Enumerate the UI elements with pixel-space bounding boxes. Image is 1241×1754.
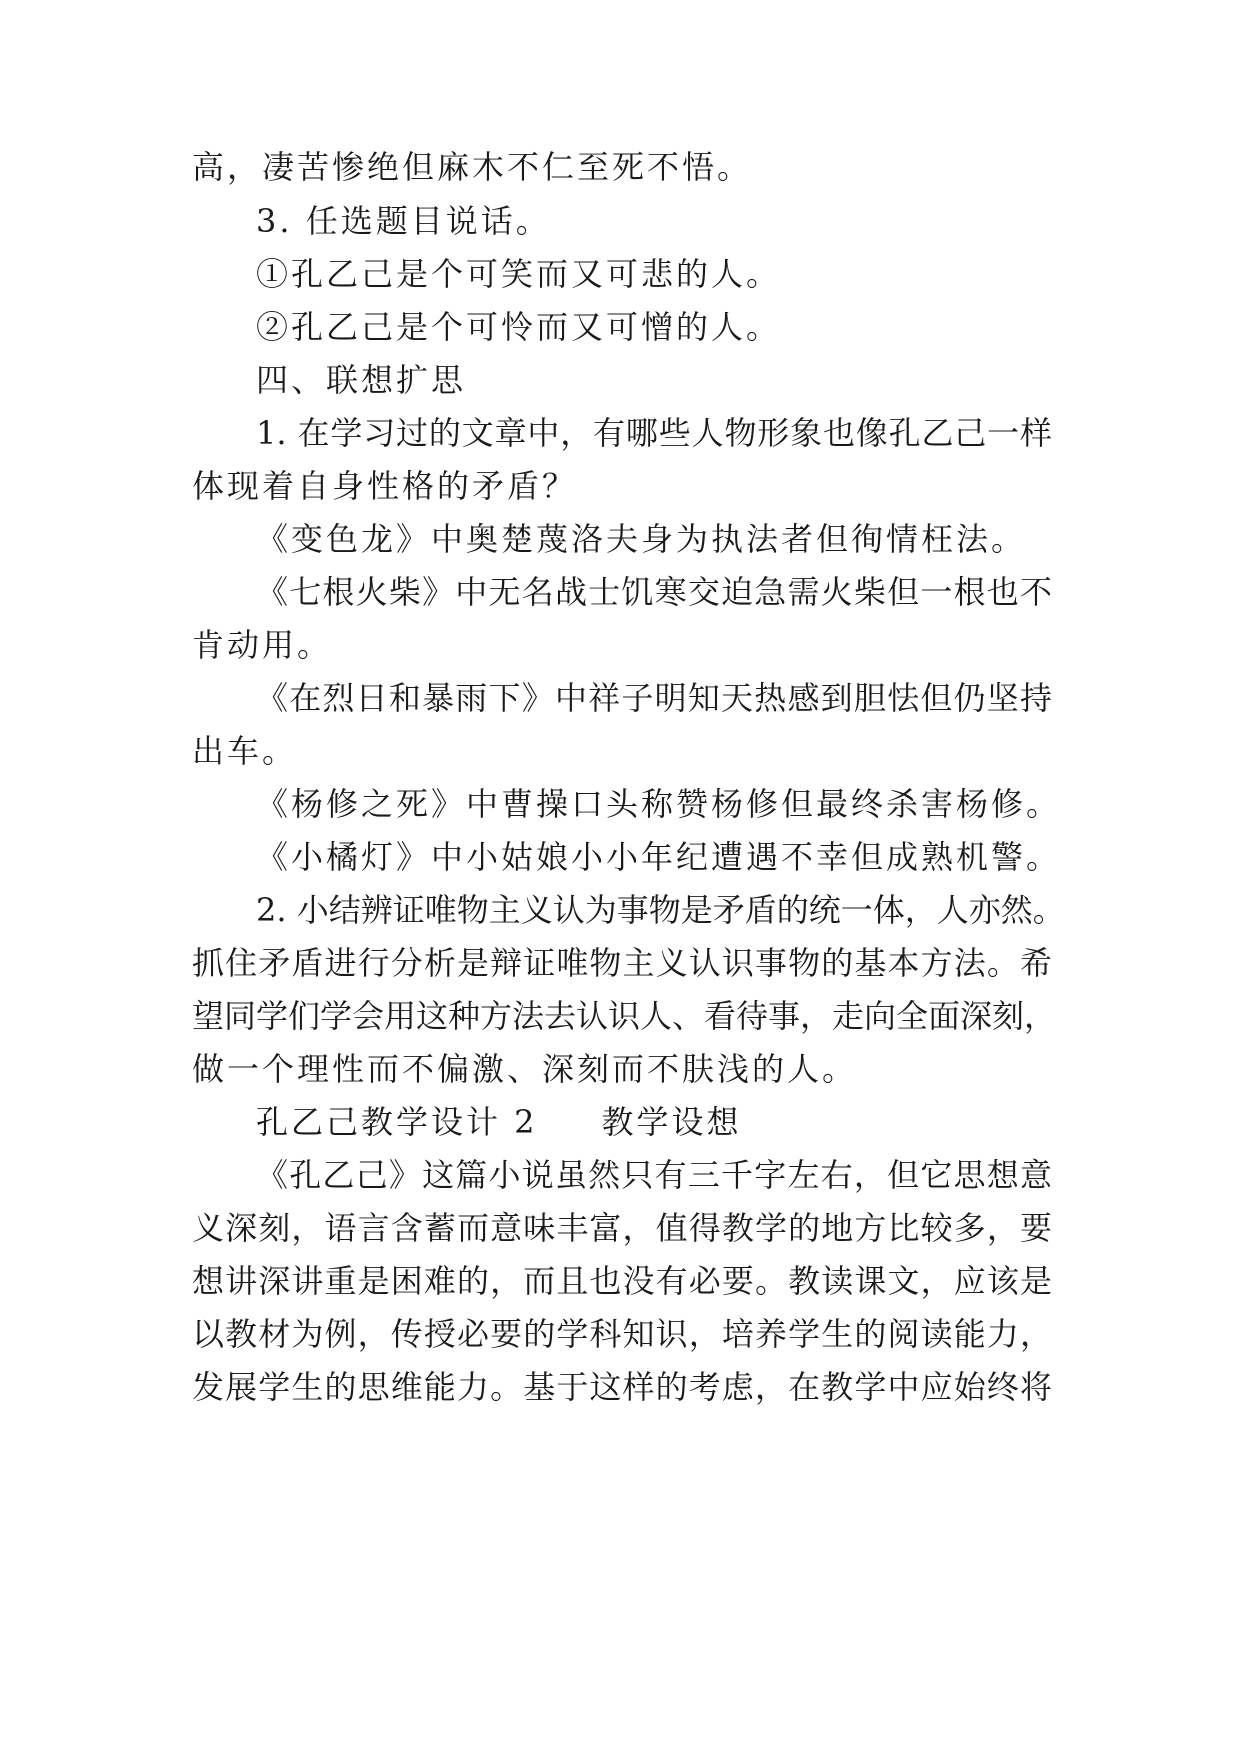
paragraph-line: 《变色龙》中奥楚蔑洛夫身为执法者但徇情枉法。 <box>256 520 1027 558</box>
paragraph-line: 肯动用。 <box>192 626 333 664</box>
section-heading <box>256 1102 1052 1142</box>
paragraph-line: 《孔乙己》这篇小说虽然只有三千字左右，但它思想意 <box>256 1156 1052 1194</box>
paragraph-line: 想讲深讲重是困难的，而且也没有必要。教读课文，应该是 <box>192 1262 1052 1300</box>
paragraph-line: 《杨修之死》中曹操口头称赞杨修但最终杀害杨修。 <box>256 785 1062 823</box>
paragraph-line: ①孔乙己是个可笑而又可悲的人。 <box>256 255 782 293</box>
heading-title: 孔乙己教学设计 2 <box>256 1103 538 1141</box>
paragraph-line: 3. 任选题目说话。 <box>256 202 551 240</box>
paragraph-line: 体现着自身性格的矛盾？ <box>192 467 578 505</box>
paragraph-line: 抓住矛盾进行分析是辩证唯物主义认识事物的基本方法。希 <box>192 944 1052 982</box>
paragraph-line: 义深刻，语言含蓄而意味丰富，值得教学的地方比较多，要 <box>192 1209 1052 1247</box>
section-heading: 四、联想扩思 <box>256 361 467 399</box>
paragraph-line: 望同学们学会用这种方法去认识人、看待事，走向全面深刻， <box>192 997 1057 1035</box>
paragraph-line: 《小橘灯》中小姑娘小小年纪遭遇不幸但成熟机警。 <box>256 838 1062 876</box>
paragraph-line: 2. 小结辨证唯物主义认为事物是矛盾的统一体，人亦然。 <box>256 891 1065 929</box>
paragraph-line: 出车。 <box>192 732 298 770</box>
paragraph-line: 发展学生的思维能力。基于这样的考虑，在教学中应始终将 <box>192 1368 1052 1406</box>
paragraph-line: 做一个理性而不偏激、深刻而不肤浅的人。 <box>192 1050 858 1088</box>
paragraph-line: 《在烈日和暴雨下》中祥子明知天热感到胆怯但仍坚持 <box>256 679 1052 717</box>
heading-subtitle: 教学设想 <box>601 1103 742 1141</box>
paragraph-line: 高，凄苦惨绝但麻木不仁至死不悟。 <box>192 148 753 186</box>
paragraph-line: 1. 在学习过的文章中，有哪些人物形象也像孔乙己一样 <box>256 414 1052 452</box>
paragraph-line: 《七根火柴》中无名战士饥寒交迫急需火柴但一根也不 <box>256 573 1052 611</box>
paragraph-line: ②孔乙己是个可怜而又可憎的人。 <box>256 308 782 346</box>
paragraph-line: 以教材为例，传授必要的学科知识，培养学生的阅读能力， <box>192 1315 1052 1353</box>
